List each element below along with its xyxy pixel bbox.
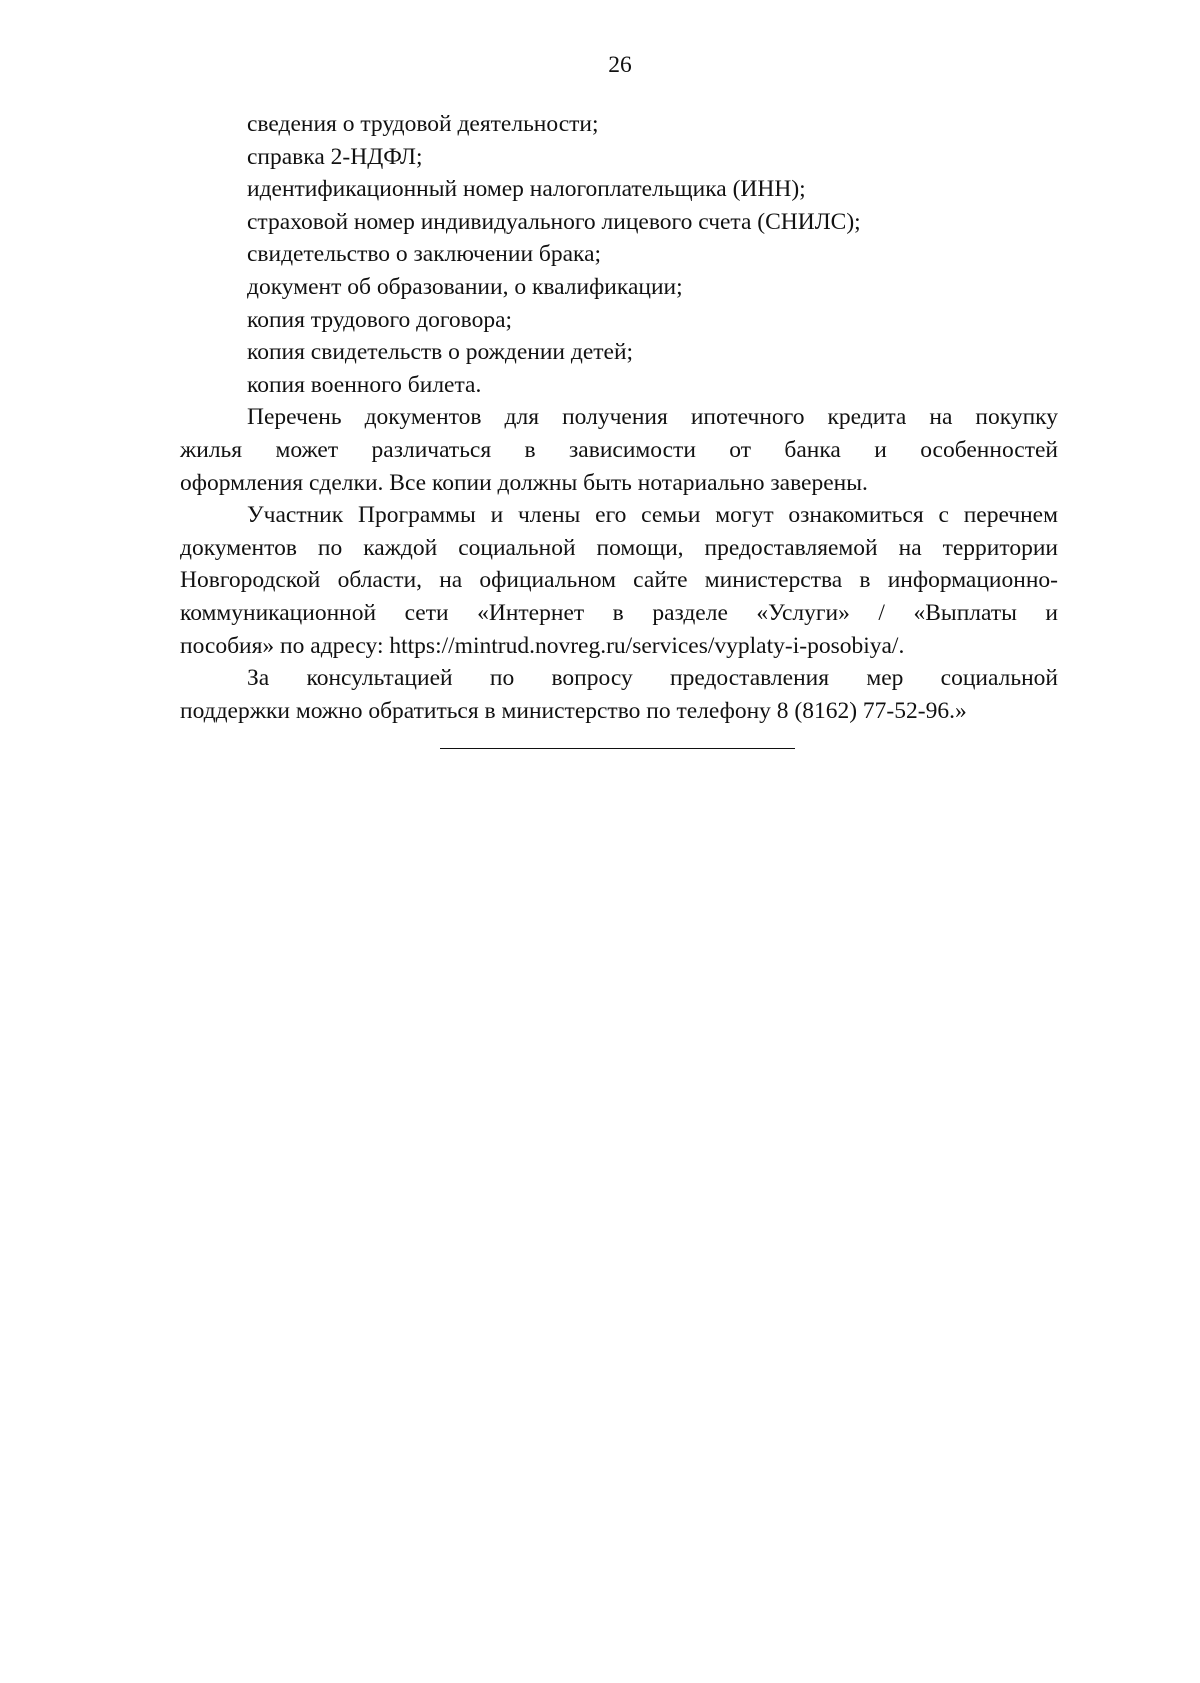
paragraph-consultation xyxy=(180,662,1058,727)
paragraph-line: Участник Программы и члены его семьи могут ознакомиться с перечнем xyxy=(247,502,1058,529)
paragraph-line: поддержки можно обратиться в министерство по телефону 8 (8162) 77-52-96.» xyxy=(180,697,967,724)
paragraph-line: коммуникационной сети «Интернет в разделе «Услуги» / «Выплаты и xyxy=(180,599,1058,626)
paragraph-line: оформления сделки. Все копии должны быть нотариально заверены. xyxy=(180,469,868,496)
list-item: справка 2-НДФЛ; xyxy=(247,143,423,170)
list-item: страховой номер индивидуального лицевого счета (СНИЛС); xyxy=(247,208,861,235)
list-item: идентификационный номер налогоплательщика (ИНН); xyxy=(247,176,806,203)
document-body xyxy=(180,108,1058,727)
paragraph-line: документов по каждой социальной помощи, предоставляемой на территории xyxy=(180,534,1058,561)
document-list xyxy=(180,108,1058,401)
paragraph-line: жилья может различаться в зависимости от банка и особенностей xyxy=(180,436,1058,463)
list-item: копия военного билета. xyxy=(247,371,482,398)
end-divider xyxy=(440,748,795,749)
paragraph-line: Новгородской области, на официальном сайте министерства в информационно- xyxy=(180,567,1058,594)
list-item: свидетельство о заключении брака; xyxy=(247,241,602,268)
paragraph-line: За консультацией по вопросу предоставления мер социальной xyxy=(247,665,1058,692)
list-item: копия свидетельств о рождении детей; xyxy=(247,339,634,366)
paragraph-website xyxy=(180,499,1058,662)
list-item: документ об образовании, о квалификации; xyxy=(247,273,683,300)
paragraph-line: пособия» по адресу: https://mintrud.novreg.ru/services/vyplaty-i-posobiya/. xyxy=(180,632,905,659)
paragraph-mortgage xyxy=(180,401,1058,499)
list-item: копия трудового договора; xyxy=(247,306,513,333)
page-number: 26 xyxy=(608,52,632,78)
list-item: сведения о трудовой деятельности; xyxy=(247,111,599,137)
paragraph-line: Перечень документов для получения ипотечного кредита на покупку xyxy=(247,404,1058,431)
